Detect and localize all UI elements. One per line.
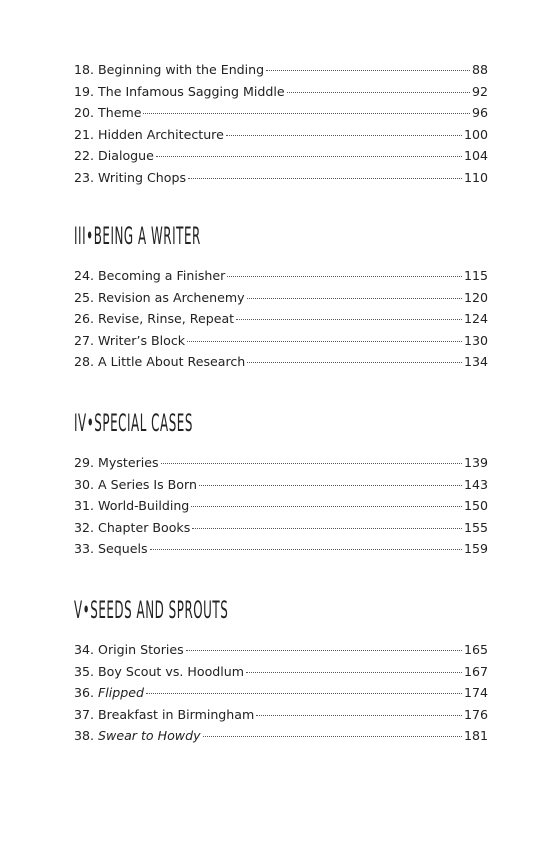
dot-leader [247, 298, 462, 299]
entry-title: 22. Dialogue [74, 148, 154, 164]
dot-leader [246, 672, 462, 673]
entry-title: 24. Becoming a Finisher [74, 268, 226, 283]
entry-page-number: 139 [463, 455, 488, 470]
entry-title: 18. Beginning with the Ending [74, 62, 265, 77]
toc-entry[interactable] [74, 495, 488, 517]
dot-leader [247, 362, 462, 363]
entry-title: 25. Revision as Archenemy [74, 289, 245, 305]
entry-title-number: 38. [74, 728, 99, 744]
entry-title: 31. World-Building [74, 498, 190, 514]
entry-page-number: 92 [471, 83, 488, 99]
toc-entry[interactable] [74, 682, 488, 704]
toc-entry[interactable] [74, 725, 488, 747]
entry-page-number: 143 [463, 476, 488, 492]
entry-page-number: 104 [463, 148, 488, 164]
toc-section-continued [74, 59, 488, 189]
toc-entry[interactable] [74, 59, 488, 81]
part-heading-seeds-and-sprouts: V•SEEDS AND SPROUTS [74, 596, 229, 624]
entry-title: 32. Chapter Books [74, 519, 191, 535]
toc-section-special-cases [74, 452, 488, 560]
dot-leader [192, 528, 462, 529]
part-heading-being-a-writer: III•BEING A WRITER [74, 222, 201, 250]
entry-title: 35. Boy Scout vs. Hoodlum [74, 663, 245, 679]
toc-entry[interactable] [74, 661, 488, 683]
dot-leader [256, 715, 462, 716]
entry-page-number: 130 [463, 332, 488, 348]
toc-entry[interactable] [74, 81, 488, 103]
dot-leader [161, 463, 462, 464]
dot-leader [226, 135, 462, 136]
toc-entry[interactable] [74, 124, 488, 146]
entry-title: 23. Writing Chops [74, 169, 187, 185]
toc-entry[interactable] [74, 145, 488, 167]
dot-leader [186, 650, 462, 651]
entry-page-number: 176 [463, 706, 488, 722]
dot-leader [266, 70, 470, 71]
entry-page-number: 110 [463, 169, 488, 185]
entry-page-number: 124 [463, 311, 488, 327]
toc-entry[interactable] [74, 167, 488, 189]
entry-page-number: 120 [463, 289, 488, 305]
dot-leader [203, 736, 462, 737]
dot-leader [150, 549, 462, 550]
entry-title-italic: Swear to Howdy [98, 728, 201, 744]
dot-leader [143, 113, 469, 114]
toc-entry[interactable] [74, 538, 488, 560]
toc-entry[interactable] [74, 265, 488, 287]
entry-title: 20. Theme [74, 105, 142, 121]
entry-title: 30. A Series Is Born [74, 476, 197, 492]
toc-entry[interactable] [74, 639, 488, 661]
dot-leader [146, 693, 462, 694]
toc-entry[interactable] [74, 287, 488, 309]
entry-title-number: 36. [74, 685, 99, 701]
entry-title: 27. Writer’s Block [74, 332, 186, 348]
toc-entry[interactable] [74, 452, 488, 474]
dot-leader [287, 92, 470, 93]
dot-leader [191, 506, 462, 507]
toc-entry[interactable] [74, 704, 488, 726]
entry-page-number: 167 [463, 663, 488, 679]
entry-page-number: 159 [463, 541, 488, 557]
entry-title-italic: Flipped [98, 685, 145, 701]
dot-leader [188, 178, 462, 179]
entry-page-number: 100 [463, 126, 488, 142]
entry-page-number: 174 [463, 685, 488, 701]
toc-entry[interactable] [74, 330, 488, 352]
toc-section-being-a-writer [74, 265, 488, 373]
toc-section-seeds-and-sprouts [74, 639, 488, 747]
entry-page-number: 150 [463, 498, 488, 514]
entry-page-number: 88 [471, 62, 488, 77]
dot-leader [227, 276, 462, 277]
entry-title: 33. Sequels [74, 541, 148, 557]
toc-entry[interactable] [74, 102, 488, 124]
entry-page-number: 165 [463, 642, 488, 657]
toc-entry[interactable] [74, 517, 488, 539]
part-heading-special-cases: IV•SPECIAL CASES [74, 409, 193, 437]
entry-title: 37. Breakfast in Birmingham [74, 706, 255, 722]
entry-page-number: 134 [463, 354, 488, 370]
dot-leader [199, 485, 462, 486]
toc-entry[interactable] [74, 474, 488, 496]
entry-title: 28. A Little About Research [74, 354, 246, 370]
entry-page-number: 155 [463, 519, 488, 535]
entry-title: 19. The Infamous Sagging Middle [74, 83, 285, 99]
dot-leader [156, 156, 462, 157]
entry-title: 34. Origin Stories [74, 642, 184, 657]
entry-title: 29. Mysteries [74, 455, 159, 470]
entry-page-number: 96 [471, 105, 488, 121]
entry-page-number: 181 [463, 728, 488, 744]
toc-entry[interactable] [74, 308, 488, 330]
entry-title: 26. Revise, Rinse, Repeat [74, 311, 235, 327]
entry-page-number: 115 [463, 268, 488, 283]
dot-leader [236, 319, 462, 320]
toc-entry[interactable] [74, 351, 488, 373]
entry-title: 21. Hidden Architecture [74, 126, 224, 142]
dot-leader [187, 341, 462, 342]
